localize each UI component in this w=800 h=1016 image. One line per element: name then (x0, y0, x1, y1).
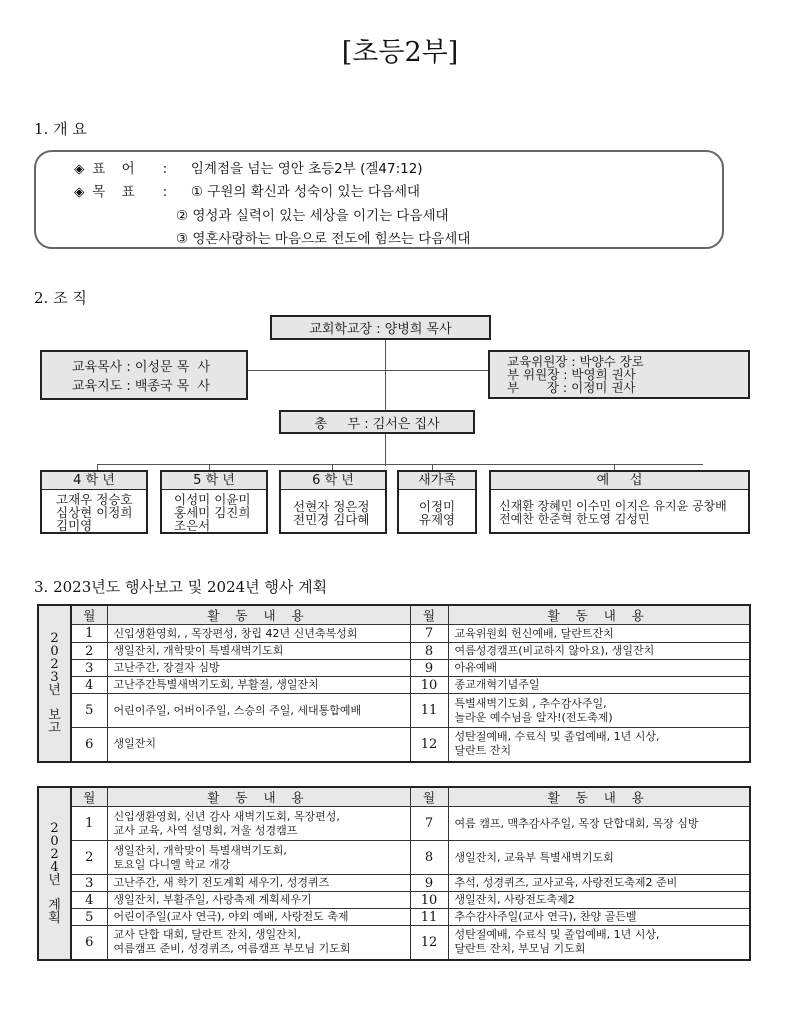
month-cell: 7 (410, 625, 448, 643)
month-cell: 10 (410, 892, 448, 909)
activity-cell (107, 677, 410, 694)
activity-line: 추수감사주일(교사 연극), 찬양 골든벨 (454, 910, 637, 923)
activity-cell (107, 875, 410, 892)
activity-cell (107, 892, 410, 909)
team-member-line: 전예찬 한준혁 한도영 김성민 (499, 512, 650, 526)
activity-cell (448, 807, 750, 841)
month-cell: 5 (71, 694, 107, 728)
activity-line: 여름성경캠프(비교하지 않아요), 생일잔치 (454, 644, 655, 657)
month-cell: 3 (71, 660, 107, 677)
month-cell: 4 (71, 677, 107, 694)
activity-cell (107, 909, 410, 926)
activity-line: 생일잔치, 사랑전도축제2 (454, 893, 575, 906)
team-box (397, 470, 477, 534)
month-cell: 2 (71, 841, 107, 875)
activity-cell (107, 643, 410, 660)
activity-line: 어린이주일, 어버이주일, 스승의 주일, 세대통합예배 (113, 703, 362, 717)
activity-cell (448, 728, 750, 762)
year-label-char (39, 697, 70, 709)
team-member-line: 신재환 장혜민 이수민 이지은 유지윤 공창배 (499, 499, 727, 513)
activity-line: 달란트 잔치 (454, 744, 512, 758)
diamond-bullet-icon: ◈ (74, 184, 85, 200)
activity-line: 아유예배 (454, 661, 498, 674)
section-heading-overview: 1. 개 요 (34, 120, 87, 138)
month-cell: 6 (71, 728, 107, 762)
year-label-char: 고 (48, 720, 61, 736)
activity-line: 생일잔치, 교육부 특별새벽기도회 (454, 850, 614, 864)
goal-label: 목 표 (92, 184, 141, 200)
header-month: 월 (71, 605, 107, 625)
year-label-char: 3 (50, 669, 59, 685)
activity-line: 교육위원회 헌신예배, 달란트잔치 (454, 626, 614, 640)
activity-line: 고난주간, 새 학기 전도계획 세우기, 성경퀴즈 (113, 876, 330, 889)
header-activity: 활 동 내 용 (448, 605, 750, 625)
activity-cell (107, 841, 410, 875)
schedule-table-2024-plan (37, 786, 751, 961)
activity-line: 생일잔치, 개학맞이 특별새벽기도회, (113, 843, 287, 857)
year-label (38, 605, 71, 762)
team-member-line: 이정미 (418, 499, 456, 514)
activity-line: 교사 단합 대회, 달란트 잔치, 생일잔치, (113, 928, 301, 942)
colon: : (162, 161, 168, 177)
header-activity: 활 동 내 용 (107, 787, 410, 807)
month-cell: 3 (71, 875, 107, 892)
activity-line: 토요일 다니엘 학교 개강 (113, 857, 231, 871)
goal-item: ② 영성과 실력이 있는 세상을 이기는 다음세대 (176, 208, 449, 224)
activity-cell (448, 660, 750, 677)
header-activity: 활 동 내 용 (448, 787, 750, 807)
goal-row (74, 180, 420, 200)
activity-cell (107, 625, 410, 643)
month-cell: 6 (71, 926, 107, 960)
section-heading-schedule: 3. 2023년도 행사보고 및 2024년 행사 계획 (34, 578, 328, 596)
activity-line: 성탄절예배, 수료식 및 졸업예배, 1년 시상, (454, 730, 660, 744)
month-cell: 11 (410, 694, 448, 728)
org-right-line: 교육위원장 : 박양수 장로 (507, 354, 644, 369)
month-cell: 5 (71, 909, 107, 926)
team-member-line: 조은서 (174, 518, 211, 533)
table-row (38, 926, 750, 960)
org-left-box (40, 350, 248, 400)
activity-line: 생일잔치, 부활주일, 사랑축제 계획세우기 (113, 893, 312, 906)
year-label-char: 년 (48, 872, 61, 888)
activity-cell (448, 892, 750, 909)
activity-line: 어린이주일(교사 연극), 야외 예배, 사랑전도 축제 (113, 910, 349, 923)
year-label-char: 보 (48, 707, 61, 723)
activity-line: 생일잔치, 개학맞이 특별새벽기도회 (113, 644, 284, 657)
activity-cell (107, 694, 410, 728)
org-head: 교회학교장 : 양병희 목사 (309, 322, 452, 337)
team-member-line: 유제영 (418, 512, 456, 527)
motto-text: 임계점을 넘는 영안 초등2부 (겔47:12) (190, 161, 423, 177)
team-name: 새가족 (399, 472, 475, 490)
header-month: 월 (410, 787, 448, 807)
activity-line: 신입생환영회, 신년 감사 새벽기도회, 목장편성, (113, 809, 340, 823)
table-row (38, 807, 750, 841)
colon: : (162, 184, 168, 200)
org-left-line: 교육목사 : 이성문 목 사 (72, 360, 211, 375)
header-activity: 활 동 내 용 (107, 605, 410, 625)
month-cell: 12 (410, 728, 448, 762)
activity-line: 교사 교육, 사역 설명회, 겨울 성경캠프 (113, 823, 298, 837)
activity-cell (448, 625, 750, 643)
table-row (38, 909, 750, 926)
activity-cell (448, 677, 750, 694)
team-name: 5 학 년 (162, 472, 266, 490)
table-row (38, 841, 750, 875)
year-label-char: 2 (50, 846, 59, 862)
year-label-char: 획 (48, 910, 61, 926)
motto-row (74, 157, 423, 177)
year-label (38, 787, 71, 960)
activity-line: 종교개혁기념주일 (454, 678, 540, 691)
team-member-line: 홍세미 김진희 (174, 505, 251, 520)
header-month: 월 (410, 605, 448, 625)
team-name: 6 학 년 (281, 472, 385, 490)
activity-cell (448, 841, 750, 875)
activity-cell (107, 926, 410, 960)
team-member-line: 고재우 정승호 (56, 492, 133, 507)
activity-cell (107, 728, 410, 762)
activity-line: 추석, 성경퀴즈, 교사교육, 사랑전도축제2 준비 (454, 876, 678, 889)
org-connector (97, 464, 703, 465)
year-label-char: 2 (50, 820, 59, 836)
org-right-line: 부 장 : 이정미 권사 (507, 380, 636, 395)
activity-cell (107, 807, 410, 841)
table-row (38, 625, 750, 643)
motto-label: 표 어 (92, 161, 141, 177)
team-member-line: 전민경 김다혜 (293, 512, 370, 527)
year-label-char: 0 (50, 833, 59, 849)
org-general: 총 무 : 김서은 집사 (314, 416, 440, 432)
month-cell: 8 (410, 841, 448, 875)
table-row (38, 677, 750, 694)
year-label-char: 계 (48, 897, 61, 913)
diamond-bullet-icon: ◈ (74, 161, 85, 177)
activity-line: 생일잔치 (113, 737, 157, 751)
activity-cell (448, 909, 750, 926)
team-name: 4 학 년 (42, 472, 146, 490)
org-right-box (488, 350, 750, 399)
month-cell: 2 (71, 643, 107, 660)
year-label-char: 2 (50, 630, 59, 646)
table-row (38, 875, 750, 892)
activity-cell (107, 660, 410, 677)
team-member-line: 심상현 이정희 (56, 505, 133, 520)
org-connector (385, 339, 386, 466)
header-month: 월 (71, 787, 107, 807)
team-member-line: 김미영 (56, 518, 93, 533)
activity-line: 놀라운 예수님을 알자!(전도축제) (454, 710, 613, 724)
team-name: 예 섭 (491, 472, 748, 490)
activity-line: 고난주간, 장결자 심방 (113, 661, 220, 674)
org-left-line: 교육지도 : 백종국 목 사 (72, 379, 211, 394)
team-box (40, 470, 148, 534)
team-box (489, 470, 750, 534)
year-label-char: 년 (48, 682, 61, 698)
org-head-box (270, 315, 491, 340)
activity-line: 여름캠프 준비, 성경퀴즈, 여름캠프 부모님 기도회 (113, 942, 351, 956)
team-box (160, 470, 268, 534)
table-header-row (38, 605, 750, 625)
month-cell: 4 (71, 892, 107, 909)
activity-line: 달란트 잔치, 부모님 기도회 (454, 942, 586, 956)
table-row (38, 892, 750, 909)
table-row (38, 728, 750, 762)
month-cell: 1 (71, 807, 107, 841)
goal-item: ① 구원의 확신과 성숙이 있는 다음세대 (190, 184, 421, 200)
org-connector (247, 370, 490, 371)
activity-cell (448, 926, 750, 960)
team-member-line: 선현자 정은정 (293, 499, 370, 514)
activity-line: 고난주간특별새벽기도회, 부활절, 생일잔치 (113, 678, 319, 691)
team-box (279, 470, 387, 534)
month-cell: 10 (410, 677, 448, 694)
month-cell: 12 (410, 926, 448, 960)
goal-item: ③ 영혼사랑하는 마음으로 전도에 힘쓰는 다음세대 (176, 231, 471, 247)
table-row (38, 660, 750, 677)
month-cell: 11 (410, 909, 448, 926)
schedule-table-2023-report (37, 604, 751, 763)
team-member-line: 이성미 이윤미 (174, 492, 251, 507)
section-heading-organization: 2. 조 직 (34, 289, 87, 307)
table-row (38, 694, 750, 728)
year-label-char: 4 (50, 859, 59, 875)
month-cell: 8 (410, 643, 448, 660)
activity-line: 신입생환영회, , 목장편성, 창립 42년 신년축복성회 (113, 626, 358, 640)
activity-line: 성탄절예배, 수료식 및 졸업예배, 1년 시상, (454, 928, 660, 942)
year-label-char: 0 (50, 643, 59, 659)
activity-line: 여름 캠프, 맥추감사주일, 목장 단합대회, 목장 심방 (454, 816, 699, 830)
year-label-char: 2 (50, 656, 59, 672)
activity-cell (448, 694, 750, 728)
year-label-char (39, 887, 70, 899)
month-cell: 9 (410, 660, 448, 677)
month-cell: 9 (410, 875, 448, 892)
org-right-line: 부 위원장 : 박영희 권사 (507, 367, 636, 382)
org-general-box (279, 410, 475, 434)
table-header-row (38, 787, 750, 807)
page-title: [초등2부] (341, 37, 459, 68)
activity-cell (448, 643, 750, 660)
activity-cell (448, 875, 750, 892)
month-cell: 1 (71, 625, 107, 643)
month-cell: 7 (410, 807, 448, 841)
activity-line: 특별새벽기도회 , 추수감사주일, (454, 696, 607, 710)
table-row (38, 643, 750, 660)
overview-box (34, 150, 724, 249)
